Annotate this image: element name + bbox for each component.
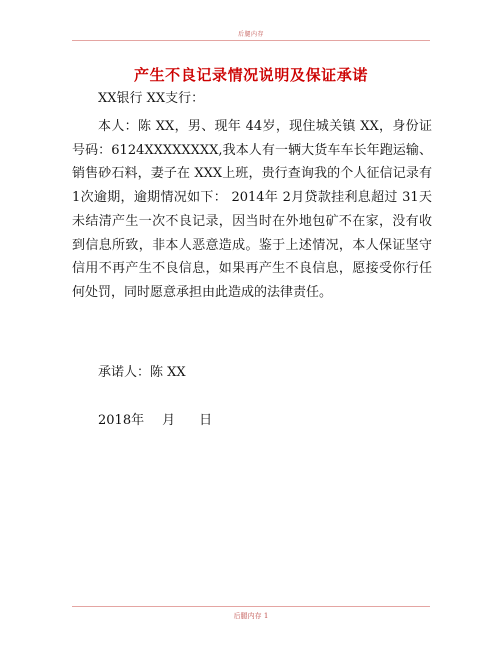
page-header: 后腿内存 <box>237 31 264 38</box>
date-day: 日 <box>199 413 213 428</box>
header-divider <box>72 40 430 41</box>
body-paragraph: 本人：陈 XX，男、现年 44岁，现住城关镇 XX，身份证号码：6124XXXXXXXX,我本人有一辆大货车车长年跑运输、销售砂石料，妻子在 XXX上班，贵行查询我的个人征信记录有 1次逾期，逾期情况如下： 2014年 2月贷款挂利息超过 31天未结清产生一次不良记录，因当时在外地包矿不在家，没有收到信息所致，非本人恶意造成。鉴于上述情况，本人保证坚守信用不再产生不良信息，如果再产生不良信息，愿接受你行任何处罚，同时愿意承担由此造成的法律责任。 <box>72 119 432 300</box>
addressee-line: XX银行 XX支行： <box>98 91 205 106</box>
date-month: 月 <box>162 413 176 428</box>
page-footer: 后腿内存 1 <box>233 612 269 620</box>
date-line <box>98 409 212 428</box>
footer-divider <box>72 606 430 607</box>
signer-line: 承诺人：陈 XX <box>98 365 186 380</box>
date-year: 2018年 <box>98 413 145 428</box>
document-title: 产生不良记录情况说明及保证承诺 <box>133 66 368 84</box>
